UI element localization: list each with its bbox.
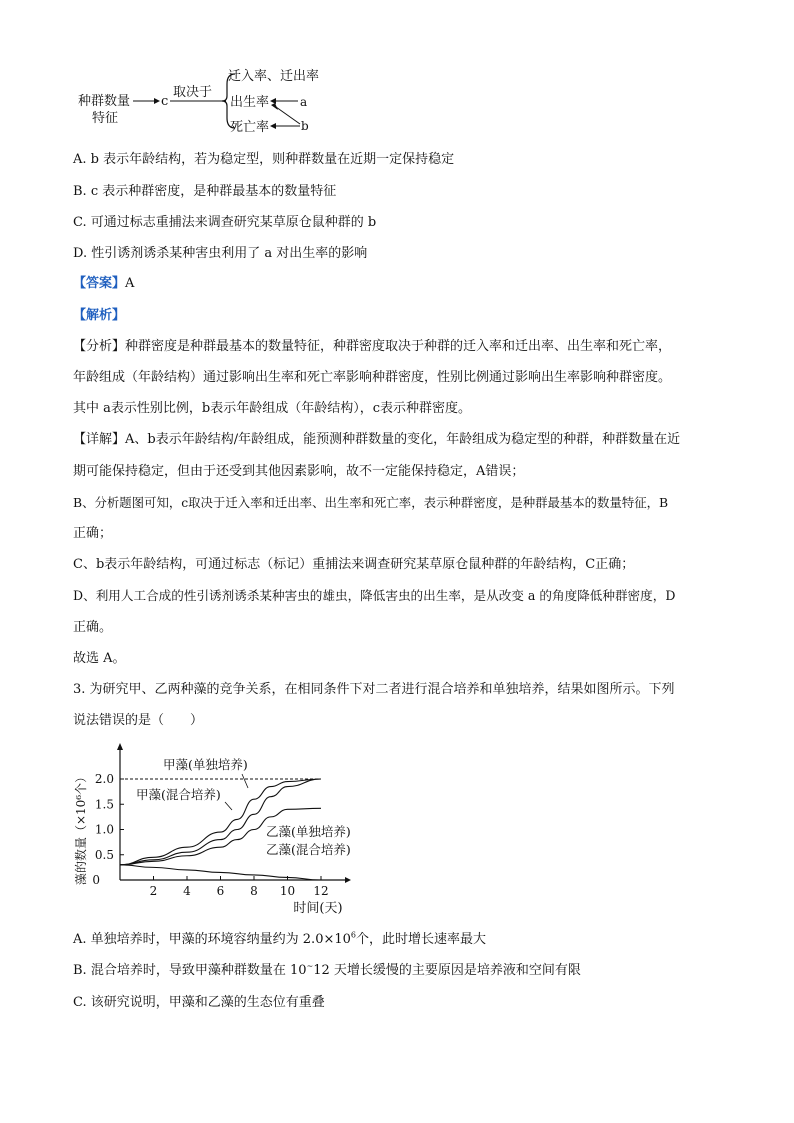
y-tick-label: 1.0 [94, 822, 114, 837]
x-tick-label: 2 [149, 884, 158, 898]
a-arrow-head [270, 98, 276, 104]
x-tick-label: 10 [279, 884, 296, 898]
q3-option-b-mid: ~ [306, 961, 314, 971]
q3-stem-2: 说法错误的是（ ） [73, 713, 204, 728]
q2-option-d: D. 性引诱剂诱杀某种害虫利用了 a 对出生率的影响 [73, 246, 368, 261]
answer-line [73, 275, 134, 293]
death-label: 死亡率 [230, 120, 270, 135]
q2-option-b: B. c 表示种群密度，是种群最基本的数量特征 [73, 184, 337, 199]
fenxi-text-1: 种群密度是种群最基本的数量特征，种群密度取决于种群的迁入率和迁出率、出生率和死亡率， [125, 339, 672, 354]
q3-option-b-pre: B. 混合培养时，导致甲藻种群数量在 10 [73, 963, 307, 978]
analysis-line [73, 307, 125, 325]
x-axis-label: 时间(天) [293, 901, 343, 916]
q3-option-b [73, 962, 581, 980]
x-axis-arrow [345, 877, 351, 883]
depends-label: 取决于 [173, 85, 213, 100]
population-traits-label-1: 种群数量 [78, 94, 131, 109]
q2-option-a: A. b 表示年龄结构，若为稳定型，则种群数量在近期一定保持稳定 [73, 152, 455, 167]
y-tick-label: 2.0 [94, 772, 114, 786]
fenxi-line-3: 其中 a表示性别比例，b表示年龄组成（年龄结构），c表示种群密度。 [73, 401, 471, 416]
xiangjie-line-1 [73, 431, 680, 449]
x-tick-label: 12 [313, 884, 329, 898]
q3-option-a-pre: A. 单独培养时，甲藻的环境容纳量约为 2.0×10 [73, 932, 351, 947]
fenxi-line-1 [73, 338, 671, 356]
population-trait-diagram [70, 60, 370, 140]
q3-option-a-post: 个，此时增长速率最大 [356, 932, 487, 947]
c-label: c [161, 94, 169, 109]
analysis-tag: 【解析】 [73, 308, 126, 323]
y-axis-label: 藻的数量（×10⁶个） [74, 770, 88, 886]
x-tick-label: 8 [250, 884, 258, 898]
choose-line: 故选 A。 [73, 651, 126, 666]
a-label: a [300, 95, 308, 109]
series-label: 乙藻(单独培养) [266, 824, 351, 839]
arrow-to-c-head [154, 98, 160, 104]
xiangjie-line-3: B、分析题图可知，c取决于迁入率和迁出率、出生率和死亡率，表示种群密度，是种群最基本的数量特征，B [73, 495, 669, 510]
algae-growth-chart [70, 738, 370, 918]
xiangjie-text-1: A、b表示年龄结构/年龄组成，能预测种群数量的变化，年龄组成为稳定型的种群，种群数量在近 [125, 432, 681, 447]
series-leader-line [242, 774, 248, 788]
y-tick-label: 0 [92, 873, 100, 887]
q3-stem-1: 3. 为研究甲、乙两种藻的竞争关系，在相同条件下对二者进行混合培养和单独培养，结果如图所示。下列 [73, 682, 675, 697]
q3-option-a-sup: 6 [350, 930, 356, 940]
answer-tag: 【答案】 [73, 276, 126, 291]
xiangjie-line-7: 正确。 [73, 620, 113, 635]
b-arrow-to-death-head [270, 123, 276, 129]
b-arrow-to-birth-head [271, 103, 278, 110]
series-label: 乙藻(混合培养) [266, 842, 351, 857]
y-axis-arrow [117, 743, 123, 750]
y-tick-label: 0.5 [94, 847, 114, 862]
fenxi-line-2: 年龄组成（年龄结构）通过影响出生率和死亡率影响种群密度，性别比例通过影响出生率影响种群密度。 [73, 370, 672, 385]
q2-option-c: C. 可通过标志重捕法来调查研究某草原仓鼠种群的 b [73, 215, 377, 230]
q3-option-b-post: 12 天增长缓慢的主要原因是培养液和空间有限 [313, 963, 581, 978]
y-tick-label: 1.5 [94, 797, 114, 812]
b-arrow-to-birth [276, 107, 300, 124]
xiangjie-line-2: 期可能保持稳定，但由于还受到其他因素影响，故不一定能保持稳定，A错误； [73, 464, 525, 479]
series-label: 甲藻(混合培养) [136, 787, 221, 802]
x-tick-label: 4 [183, 884, 191, 898]
series-label: 甲藻(单独培养) [163, 757, 248, 772]
xiangjie-line-4: 正确； [73, 526, 113, 541]
x-tick-label: 6 [216, 884, 225, 898]
q3-option-a [73, 931, 486, 949]
xiangjie-line-5: C、b表示年龄结构，可通过标志（标记）重捕法来调查研究某草原仓鼠种群的年龄结构，C正确； [73, 557, 635, 572]
xiangjie-tag: 【详解】 [73, 432, 126, 447]
q3-option-c: C. 该研究说明，甲藻和乙藻的生态位有重叠 [73, 995, 325, 1010]
answer-value: A [125, 276, 135, 291]
series-leader-line [225, 802, 232, 810]
xiangjie-line-6: D、利用人工合成的性引诱剂诱杀某种害虫的雄虫，降低害虫的出生率，是从改变 a 的角度降低种群密度，D [73, 588, 676, 603]
population-traits-label-2: 特征 [92, 111, 119, 126]
b-label: b [301, 119, 309, 133]
fenxi-tag: 【分析】 [73, 339, 126, 354]
migration-label: 迁入率、迁出率 [228, 69, 320, 84]
birth-label: 出生率 [230, 95, 270, 110]
